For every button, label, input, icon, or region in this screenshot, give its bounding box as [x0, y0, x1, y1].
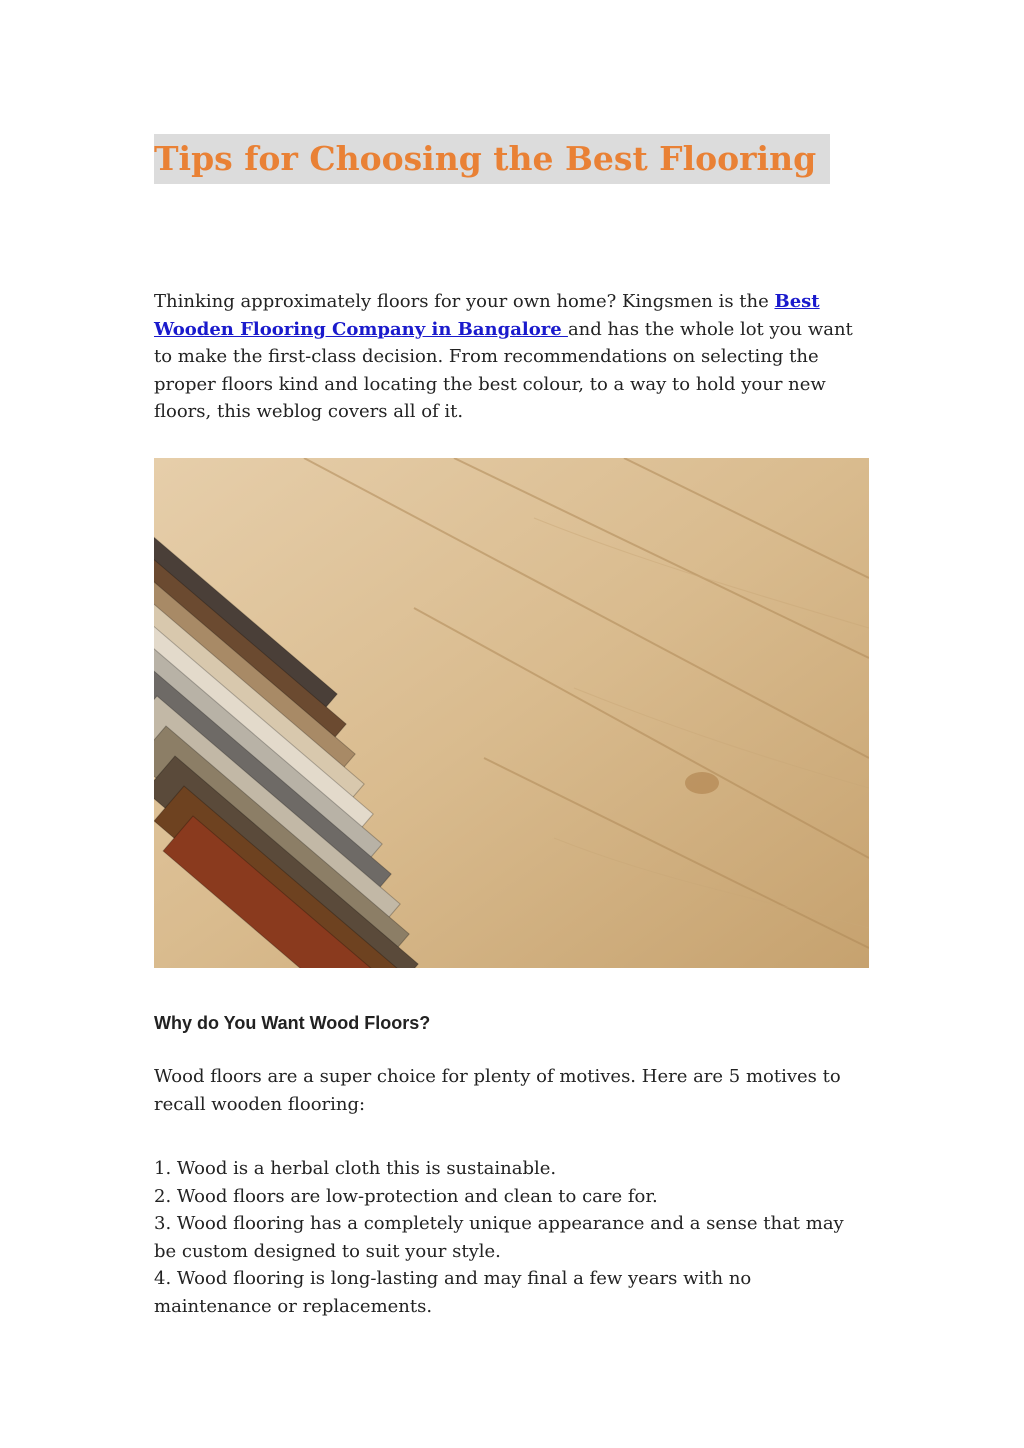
flooring-samples-image — [154, 458, 869, 968]
list-item: 1. Wood is a herbal cloth this is sustainable. — [154, 1158, 557, 1179]
intro-paragraph — [154, 288, 870, 426]
list-item: 2. Wood floors are low-protection and clean to care for. — [154, 1185, 658, 1207]
section-intro: Wood floors are a super choice for plenty of motives. Here are 5 motives to recall wooden flooring: — [154, 1066, 841, 1115]
intro-text-before: Thinking approximately floors for your own home? Kingsmen is the — [154, 291, 775, 312]
reasons-list — [154, 1155, 870, 1320]
wood-knot — [685, 772, 719, 794]
section-heading: Why do You Want Wood Floors? — [154, 1013, 431, 1033]
list-item: 4. Wood flooring is long-lasting and may final a few years with no maintenance or replacements. — [154, 1268, 752, 1317]
list-item: 3. Wood flooring has a completely unique appearance and a sense that may be custom designed to suit your style. — [154, 1213, 844, 1262]
company-link[interactable]: Best Wooden Flooring Company in Bangalore — [154, 291, 820, 340]
intro-text-after: and has the whole lot you want to make the first-class decision. From recommendations on selecting the proper floors kind and locating the best colour, to a way to hold your new floors, this weblog covers all of it. — [154, 318, 853, 422]
page-title: Tips for Choosing the Best Flooring — [154, 134, 830, 184]
